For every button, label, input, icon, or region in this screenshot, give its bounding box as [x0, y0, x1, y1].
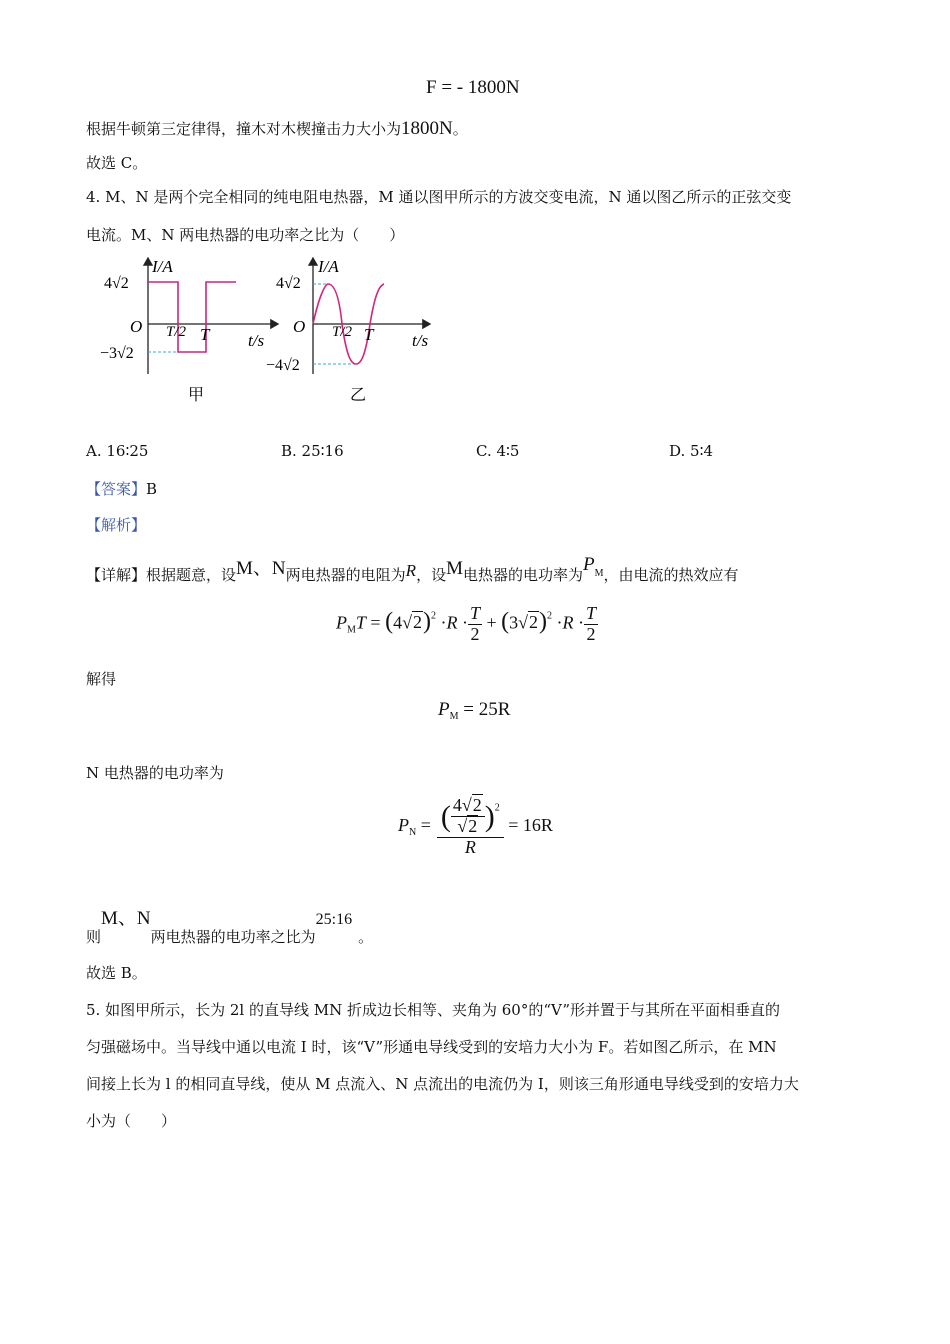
ratio-value: 25:16: [315, 911, 353, 928]
jia-t-half: T/2: [166, 324, 187, 340]
detail-pm: P: [583, 554, 595, 575]
heat-equation: $P_MT = (4√2)^2 \cdot R$ · $\frac{T}{2}$ + $(3√2)^2 \cdot R$ · $\frac{T}{2}$: [336, 603, 597, 644]
jia-y-pos: 4√2: [104, 275, 129, 292]
option-b[interactable]: B. 25∶16: [281, 442, 344, 460]
detail-mn: M、N: [236, 558, 286, 579]
answer-tag: 【答案】: [86, 480, 147, 498]
pm-result-text: = 25R: [463, 699, 511, 720]
detail-tag: 【详解】: [86, 566, 147, 584]
newton-third-law-text: 根据牛顿第三定律得，撞木对木楔撞击力大小为: [86, 120, 402, 138]
q4-figure: [100, 252, 450, 412]
yi-t: T: [364, 325, 374, 344]
figure-yi: [266, 257, 430, 404]
ratio-end: 。: [358, 928, 374, 946]
yi-caption: 乙: [350, 385, 367, 404]
ratio-mn: M、N: [101, 908, 151, 929]
q5-line4: 小为（ ）: [86, 1112, 177, 1130]
newton-third-law-line: [86, 118, 468, 140]
force-value: 1800N: [401, 118, 453, 139]
equation-force-text: F = - 1800N: [426, 77, 520, 98]
q4-stem-line2: 电流。M、N 两电热器的电功率之比为（ ）: [86, 226, 405, 244]
jia-origin: O: [130, 317, 143, 336]
ratio-line: [86, 903, 373, 947]
yi-xlabel: t/s: [412, 331, 429, 350]
previous-answer: 故选 C。: [86, 154, 148, 172]
yi-ylabel: I/A: [318, 257, 339, 276]
option-a[interactable]: A. 16∶25: [86, 442, 149, 460]
option-c[interactable]: C. 4∶5: [476, 442, 520, 460]
ratio-text-a: 则: [86, 928, 102, 946]
detail-text-e: ，由电流的热效应有: [603, 566, 739, 584]
equation-force: [426, 77, 520, 99]
jia-y-neg: −3√2: [100, 345, 134, 362]
period: 。: [452, 120, 468, 138]
jia-caption: 甲: [188, 385, 205, 404]
answer-value: B: [146, 480, 158, 498]
n-power-label: N 电热器的电功率为: [86, 764, 224, 782]
detail-text-d: 电热器的电功率为: [462, 566, 583, 584]
detail-r: R: [405, 561, 417, 580]
yi-y-pos: 4√2: [276, 275, 301, 292]
q5-line3: 间接上长为 l 的相同直导线，使从 M 点流入、N 点流出的电流仍为 I，则该三角形通电导线受到的安培力大: [86, 1075, 799, 1093]
jia-t: T: [200, 325, 210, 344]
analysis-tag: 【解析】: [86, 516, 147, 534]
jia-xlabel: t/s: [248, 331, 265, 350]
q4-conclusion: 故选 B。: [86, 964, 147, 982]
solve-label: 解得: [86, 670, 117, 688]
yi-y-neg: −4√2: [266, 357, 300, 374]
detail-text-b: 两电热器的电阻为: [285, 566, 406, 584]
detail-m: M: [446, 558, 463, 579]
yi-origin: O: [293, 317, 306, 336]
q4-stem-line1: 4. M、N 是两个完全相同的纯电阻电热器，M 通以图甲所示的方波交变电流，N 通以图乙所示的正弦交变: [86, 188, 792, 206]
yi-t-half: T/2: [332, 324, 353, 340]
detail-line: [86, 553, 739, 585]
pn-result-text: = 16R: [508, 814, 553, 835]
jia-square-wave: [148, 282, 236, 352]
pn-equation: $P_N$ = ( $\frac{4√2}{√2}$ )$^2$ R = 16R: [398, 795, 553, 857]
detail-text-c: ，设: [416, 566, 447, 584]
answer-line: [86, 478, 157, 499]
ratio-text-b: 两电热器的电功率之比为: [150, 928, 316, 946]
figure-jia: [100, 257, 278, 404]
pm-result: $P_M = 25R$: [438, 699, 511, 722]
detail-pm-sub: M: [594, 568, 604, 579]
q5-line1: 5. 如图甲所示，长为 2l 的直导线 MN 折成边长相等、夹角为 60°的“V”形并置于与其所在平面相垂直的: [86, 1001, 781, 1019]
q5-line2: 匀强磁场中。当导线中通以电流 I 时，该“V”形通电导线受到的安培力大小为 F。若如图乙所示，在 MN: [86, 1038, 777, 1056]
jia-ylabel: I/A: [152, 257, 173, 276]
detail-text-a: 根据题意，设: [146, 566, 237, 584]
option-d[interactable]: D. 5∶4: [669, 442, 714, 460]
